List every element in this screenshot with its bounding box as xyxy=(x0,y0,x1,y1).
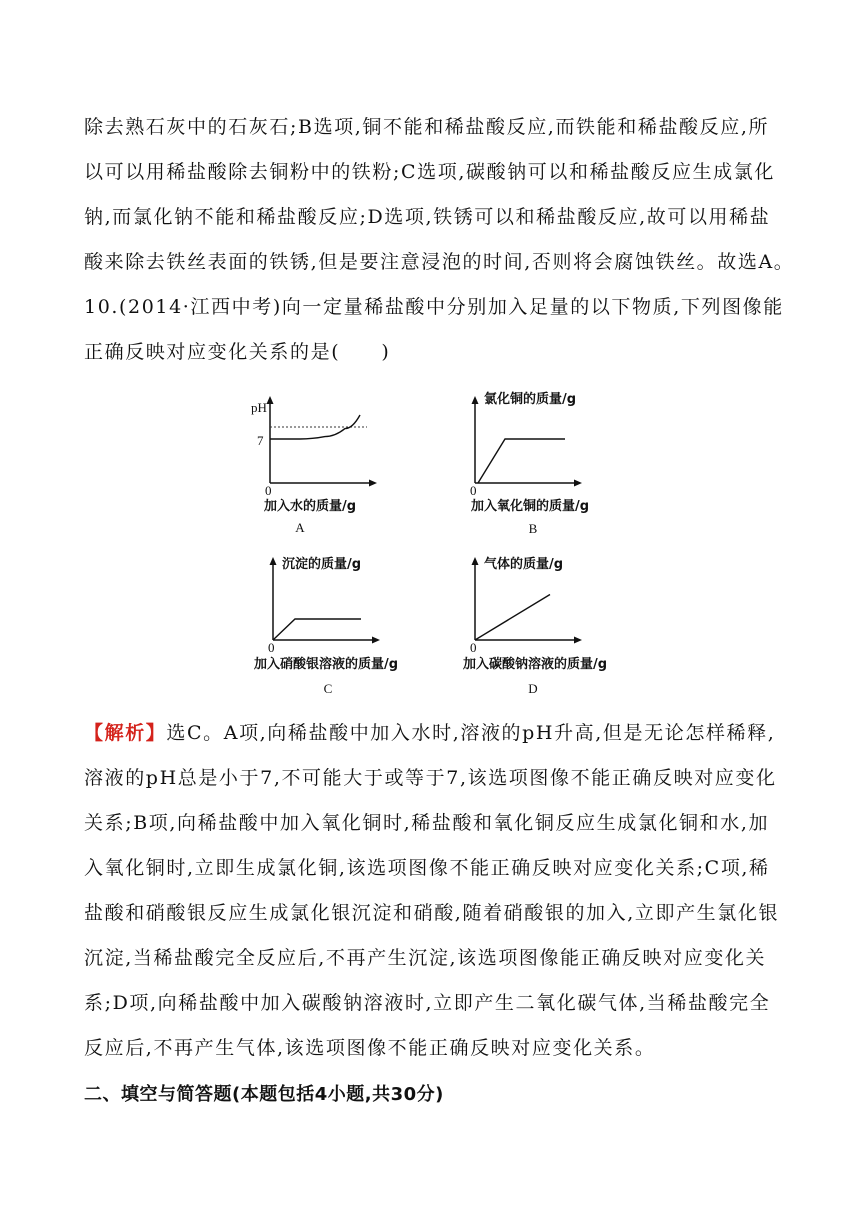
analysis-line: 盐酸和硝酸银反应生成氯化银沉淀和硝酸,随着硝酸银的加入,立即产生氯化银 xyxy=(84,902,780,924)
text-line: 钠,而氯化钠不能和稀盐酸反应;D选项,铁锈可以和稀盐酸反应,故可以用稀盐 xyxy=(84,206,771,228)
y-axis-label: 氯化铜的质量/g xyxy=(484,392,577,407)
chart-c xyxy=(240,548,415,700)
analysis-line: 入氧化铜时,立即生成氯化铜,该选项图像不能正确反映对应变化关系;C项,稀 xyxy=(84,857,770,879)
y-axis-arrow-icon xyxy=(472,396,479,404)
origin-label: 0 xyxy=(470,483,477,498)
x-axis-label: 加入碳酸钠溶液的质量/g xyxy=(462,657,608,672)
analysis-line: 反应后,不再产生气体,该选项图像不能正确反映对应变化关系。 xyxy=(84,1037,656,1059)
chart-a xyxy=(245,390,385,540)
x-axis-arrow-icon xyxy=(369,480,377,487)
analysis-line: 沉淀,当稀盐酸完全反应后,不再产生沉淀,该选项图像能正确反映对应变化关 xyxy=(84,947,767,969)
analysis-text: 选C。A项,向稀盐酸中加入水时,溶液的pH升高,但是无论怎样稀释, xyxy=(166,722,776,744)
question-line: 10.(2014·江西中考)向一定量稀盐酸中分别加入足量的以下物质,下列图像能 xyxy=(84,296,784,318)
chart-letter: C xyxy=(323,681,333,696)
text-line: 除去熟石灰中的石灰石;B选项,铜不能和稀盐酸反应,而铁能和稀盐酸反应,所 xyxy=(84,116,770,138)
text-line: 以可以用稀盐酸除去铜粉中的铁粉;C选项,碳酸钠可以和稀盐酸反应生成氯化 xyxy=(84,161,775,183)
x-axis-label: 加入硝酸银溶液的质量/g xyxy=(253,657,399,672)
question-line: 正确反映对应变化关系的是( ) xyxy=(84,341,391,363)
y-axis-arrow-icon xyxy=(270,557,277,565)
x-axis-label: 加入氧化铜的质量/g xyxy=(470,499,590,514)
x-axis-arrow-icon xyxy=(574,480,582,487)
origin-label: 0 xyxy=(470,640,477,655)
series-line xyxy=(478,439,565,483)
chart-d xyxy=(443,548,623,700)
chart-letter: A xyxy=(295,520,305,535)
analysis-line: 溶液的pH总是小于7,不可能大于或等于7,该选项图像不能正确反映对应变化 xyxy=(84,767,777,789)
analysis-line xyxy=(84,720,784,746)
ref-line-label: 7 xyxy=(257,433,264,448)
text-line: 酸来除去铁丝表面的铁锈,但是要注意浸泡的时间,否则将会腐蚀铁丝。故选A。 xyxy=(84,251,795,273)
chart-letter: D xyxy=(528,681,538,696)
x-axis-arrow-icon xyxy=(372,637,380,644)
series-line xyxy=(475,595,550,641)
y-axis-label: 气体的质量/g xyxy=(484,557,564,572)
x-axis-label: 加入水的质量/g xyxy=(263,499,357,514)
analysis-line: 关系;B项,向稀盐酸中加入氧化铜时,稀盐酸和氧化铜反应生成氯化铜和水,加 xyxy=(84,812,770,834)
origin-label: 0 xyxy=(268,640,275,655)
y-axis-arrow-icon xyxy=(472,557,479,565)
y-axis-label: pH xyxy=(251,400,267,415)
y-axis-label: 沉淀的质量/g xyxy=(282,557,362,572)
analysis-line: 系;D项,向稀盐酸中加入碳酸钠溶液时,立即产生二氧化碳气体,当稀盐酸完全 xyxy=(84,992,771,1014)
series-line xyxy=(273,619,361,640)
origin-label: 0 xyxy=(265,483,272,498)
analysis-tag: 【解析】 xyxy=(84,722,167,744)
x-axis-arrow-icon xyxy=(574,637,582,644)
chart-b xyxy=(450,385,620,540)
y-axis-arrow-icon xyxy=(267,396,274,404)
chart-letter: B xyxy=(528,521,538,536)
section-heading: 二、填空与简答题(本题包括4小题,共30分) xyxy=(84,1084,444,1105)
